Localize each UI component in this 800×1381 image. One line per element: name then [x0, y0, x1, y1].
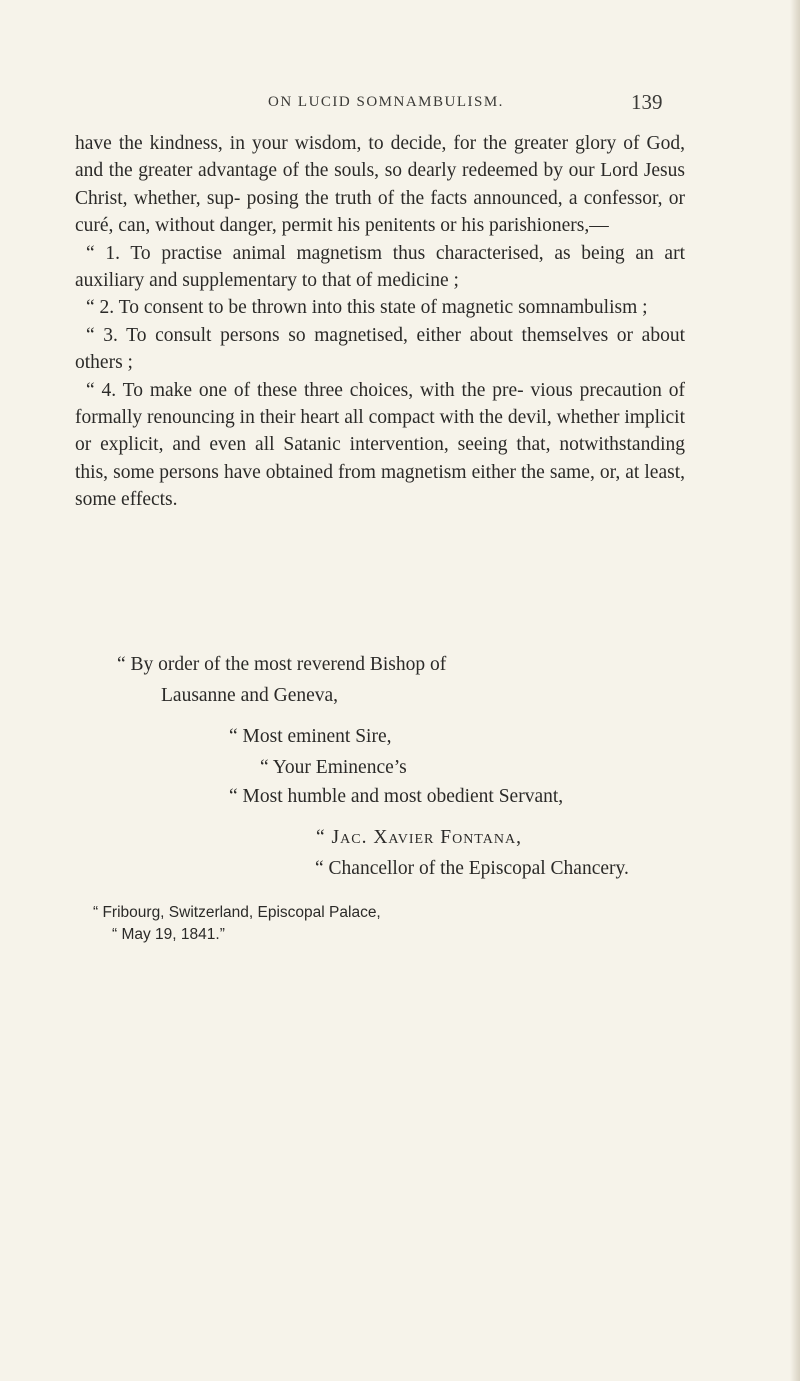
- paragraph-question-3: “ 3. To consult persons so magnetised, either about themselves or about others ;: [75, 324, 685, 374]
- running-title: ON LUCID SOMNAMBULISM.: [268, 94, 504, 110]
- running-head: [0, 90, 680, 118]
- paragraph-intro: have the kindness, in your wisdom, to decide, for the greater glory of God, and the greater advantage of the souls, so dearly redeemed by our Lord Jesus Christ, whether, sup- posing the truth of the facts announced, a confessor, or curé, can, without danger, permit his penitents or his parishioners,—: [75, 133, 685, 237]
- page-edge-shadow: [790, 0, 800, 1381]
- body-text: [75, 130, 685, 514]
- paragraph-question-1: “ 1. To practise animal magnetism thus characterised, as being an art auxiliary and supplementary to that of medicine ;: [75, 242, 685, 292]
- dateline-date: “ May 19, 1841.”: [112, 926, 225, 943]
- closing-salutation: “ Most eminent Sire,: [229, 726, 392, 747]
- closing-order-line-1: “ By order of the most reverend Bishop of: [117, 654, 447, 675]
- page-number: 139: [631, 90, 663, 114]
- closing-signatory: “ Jac. Xavier Fontana,: [316, 827, 522, 848]
- closing-office: “ Chancellor of the Episcopal Chancery.: [315, 858, 629, 879]
- closing-your-eminence: “ Your Eminence’s: [260, 757, 407, 778]
- dateline-place: “ Fribourg, Switzerland, Episcopal Palace,: [93, 904, 381, 921]
- closing-servant: “ Most humble and most obedient Servant,: [229, 786, 564, 807]
- paragraph-question-4: “ 4. To make one of these three choices, with the pre- vious precaution of formally renouncing in their heart all compact with the devil, whether implicit or explicit, and even all Satanic intervention, seeing that, notwithstanding this, some persons have obtained from magnetism either the same, or, at least, some effects.: [75, 379, 685, 511]
- closing-order-line-2: Lausanne and Geneva,: [161, 685, 339, 706]
- paragraph-question-2: “ 2. To consent to be thrown into this state of magnetic somnambulism ;: [86, 297, 648, 319]
